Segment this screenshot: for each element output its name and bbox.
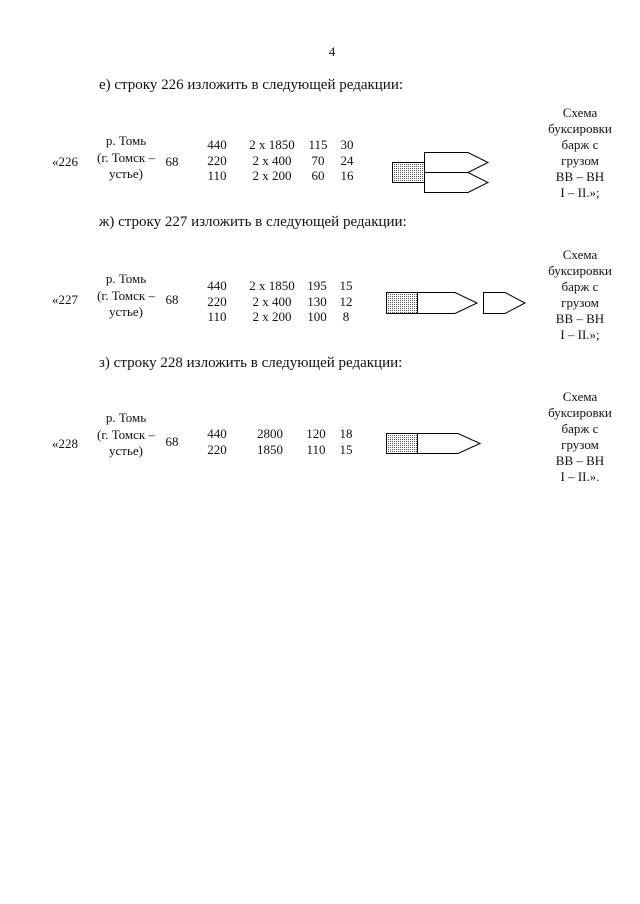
value-line: 100 — [307, 309, 327, 324]
scheme-caption-line: буксировки — [548, 405, 612, 420]
value-line: 115 — [308, 137, 328, 152]
page-number: 4 — [328, 44, 336, 59]
value-line: 195 — [307, 278, 327, 293]
value-line: 30 — [340, 137, 354, 152]
river-section-line: р. Томь — [105, 133, 147, 148]
scheme-caption-line: I – II.»; — [560, 185, 600, 200]
scheme-caption-line: I – II.»; — [560, 327, 600, 342]
single-value-cell: 68 — [165, 434, 179, 449]
river-section-line: р. Томь — [105, 271, 147, 286]
value-line: 440 — [207, 137, 227, 152]
towing-scheme-diagram — [388, 148, 492, 196]
river-section-cell — [86, 410, 166, 460]
river-section-line: (г. Томск – — [97, 149, 155, 165]
amendment-instruction: е) строку 226 изложить в следующей редакции: — [99, 77, 404, 93]
scheme-caption-line: барж с — [561, 137, 599, 152]
scheme-caption-cell — [530, 105, 630, 201]
value-line: 110 — [207, 309, 227, 324]
river-section-line: р. Томь — [105, 410, 147, 425]
amendment-instruction: з) строку 228 изложить в следующей редакции: — [99, 355, 403, 371]
value-line: 2 x 1850 — [249, 278, 295, 293]
tug-shape — [387, 293, 418, 314]
values-column-1 — [202, 137, 232, 184]
barge-shape — [418, 293, 478, 314]
value-line: 1850 — [257, 441, 283, 457]
tug-shape — [387, 434, 418, 454]
scheme-caption-line: грузом — [561, 295, 599, 310]
value-line: 15 — [339, 278, 353, 293]
values-column-3 — [303, 137, 333, 184]
river-section-line: устье) — [109, 443, 143, 458]
value-line: 440 — [207, 278, 227, 293]
value-line: 12 — [339, 293, 353, 309]
value-line: 220 — [207, 441, 227, 457]
row-number-cell: «226 — [52, 154, 78, 169]
value-line: 2 x 1850 — [249, 137, 295, 152]
value-line: 120 — [306, 426, 326, 441]
barge-shape — [425, 153, 489, 173]
towing-scheme-diagram — [382, 288, 530, 318]
value-line: 110 — [207, 168, 227, 183]
value-line: 440 — [207, 426, 227, 441]
barge-shape — [425, 173, 489, 193]
tug-shape — [393, 163, 425, 183]
river-section-line: устье) — [109, 304, 143, 319]
row-number-cell: «228 — [52, 436, 78, 451]
scheme-caption-line: буксировки — [548, 263, 612, 278]
scheme-caption-line: буксировки — [548, 121, 612, 136]
river-section-line: (г. Томск – — [97, 426, 155, 442]
river-section-line: (г. Томск – — [97, 287, 155, 303]
value-line: 8 — [342, 309, 350, 324]
value-line: 130 — [307, 293, 327, 309]
scheme-caption-line: I – II.». — [560, 469, 600, 484]
value-line: 16 — [340, 168, 354, 183]
scheme-caption-line: Схема — [562, 105, 598, 120]
value-line: 18 — [339, 426, 353, 441]
value-line: 2800 — [257, 426, 283, 441]
towing-scheme-diagram — [382, 429, 486, 459]
scheme-caption-line: грузом — [561, 437, 599, 452]
scheme-caption-line: Схема — [562, 389, 598, 404]
river-section-cell — [86, 133, 166, 183]
value-line: 15 — [339, 441, 353, 457]
values-column-2 — [240, 278, 304, 325]
barge-shape — [484, 293, 526, 314]
amendment-instruction: ж) строку 227 изложить в следующей редакции: — [99, 214, 407, 230]
scheme-caption-cell — [530, 389, 630, 485]
values-column-2 — [238, 426, 302, 457]
scheme-caption-line: барж с — [561, 279, 599, 294]
scheme-caption-line: ВВ – ВН — [555, 169, 605, 184]
river-section-line: устье) — [109, 166, 143, 181]
value-line: 220 — [207, 293, 227, 309]
single-value-cell: 68 — [165, 292, 179, 307]
value-line: 2 x 400 — [252, 293, 292, 309]
values-column-4 — [334, 278, 358, 325]
row-number-cell: «227 — [52, 292, 78, 307]
value-line: 2 x 400 — [252, 152, 292, 168]
scheme-caption-line: Схема — [562, 247, 598, 262]
barge-shape — [418, 434, 481, 454]
scheme-caption-line: ВВ – ВН — [555, 311, 605, 326]
values-column-3 — [302, 278, 332, 325]
value-line: 70 — [311, 152, 325, 168]
river-section-cell — [86, 271, 166, 321]
scheme-caption-line: ВВ – ВН — [555, 453, 605, 468]
values-column-1 — [202, 278, 232, 325]
value-line: 24 — [340, 152, 354, 168]
scheme-caption-cell — [530, 247, 630, 343]
values-column-3 — [301, 426, 331, 457]
value-line: 110 — [306, 441, 326, 457]
value-line: 220 — [207, 152, 227, 168]
value-line: 2 x 200 — [252, 168, 292, 183]
value-line: 2 x 200 — [252, 309, 292, 324]
values-column-1 — [202, 426, 232, 457]
values-column-4 — [335, 137, 359, 184]
value-line: 60 — [311, 168, 325, 183]
values-column-4 — [334, 426, 358, 457]
scheme-caption-line: грузом — [561, 153, 599, 168]
values-column-2 — [240, 137, 304, 184]
scheme-caption-line: барж с — [561, 421, 599, 436]
single-value-cell: 68 — [165, 154, 179, 169]
